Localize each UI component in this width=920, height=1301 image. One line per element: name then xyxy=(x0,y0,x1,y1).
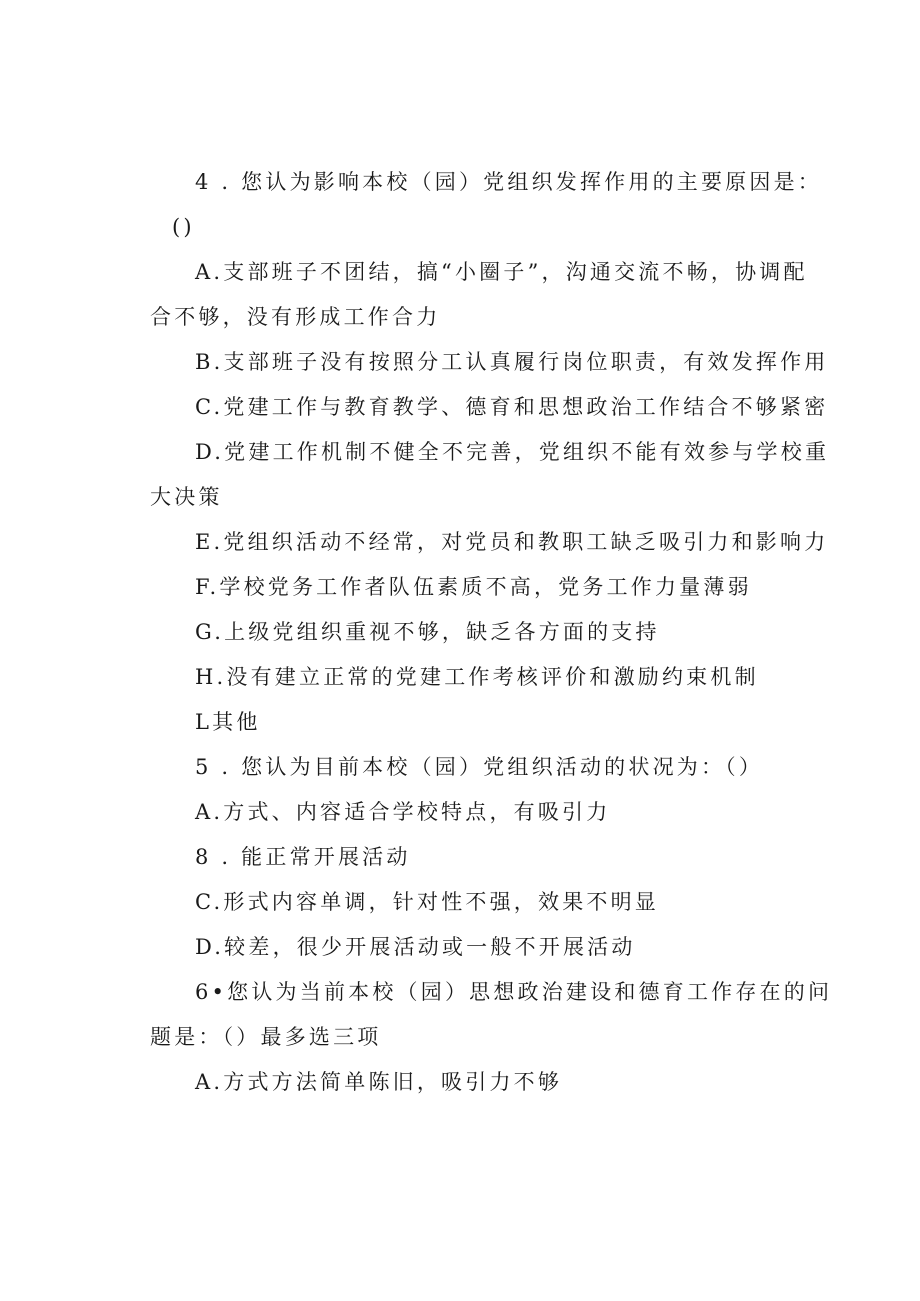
q4-option-b: B.支部班子没有按照分工认真履行岗位职责，有效发挥作用 xyxy=(195,350,829,374)
q4-option-f: F.学校党务工作者队伍素质不高，党务工作力量薄弱 xyxy=(195,575,752,599)
q4-option-a-cont: 合不够，没有形成工作合力 xyxy=(150,305,441,329)
q5-option-b: 8 . 能正常开展活动 xyxy=(195,845,411,869)
q4-option-h: H.没有建立正常的党建工作考核评价和激励约束机制 xyxy=(195,665,759,689)
q4-option-g: G.上级党组织重视不够，缺乏各方面的支持 xyxy=(195,620,660,644)
q5-option-c: C.形式内容单调，针对性不强，效果不明显 xyxy=(195,890,659,914)
q4-option-c: C.党建工作与教育教学、德育和思想政治工作结合不够紧密 xyxy=(195,395,829,419)
q5-title: 5 . 您认为目前本校（园）党组织活动的状况为：（） xyxy=(195,755,764,779)
q6-title: 6•您认为当前本校（园）思想政治建设和德育工作存在的问 xyxy=(195,980,833,1004)
q4-title-blank: () xyxy=(172,215,195,239)
q4-title: 4 . 您认为影响本校（园）党组织发挥作用的主要原因是： xyxy=(195,170,822,194)
q6-title-cont: 题是：（）最多选三项 xyxy=(150,1025,382,1049)
q4-option-a: A.支部班子不团结，搞“小圈子”，沟通交流不畅，协调配 xyxy=(195,260,808,284)
q4-option-e: E.党组织活动不经常，对党员和教职工缺乏吸引力和影响力 xyxy=(195,530,829,554)
q5-option-d: D.较差，很少开展活动或一般不开展活动 xyxy=(195,935,636,959)
survey-content xyxy=(150,160,833,1105)
q4-option-d: D.党建工作机制不健全不完善，党组织不能有效参与学校重 xyxy=(195,440,830,464)
q4-option-i: L其他 xyxy=(195,710,261,734)
q5-option-a: A.方式、内容适合学校特点，有吸引力 xyxy=(195,800,611,824)
q4-option-d-cont: 大决策 xyxy=(150,485,223,509)
q6-option-a: A.方式方法简单陈旧，吸引力不够 xyxy=(195,1070,563,1094)
